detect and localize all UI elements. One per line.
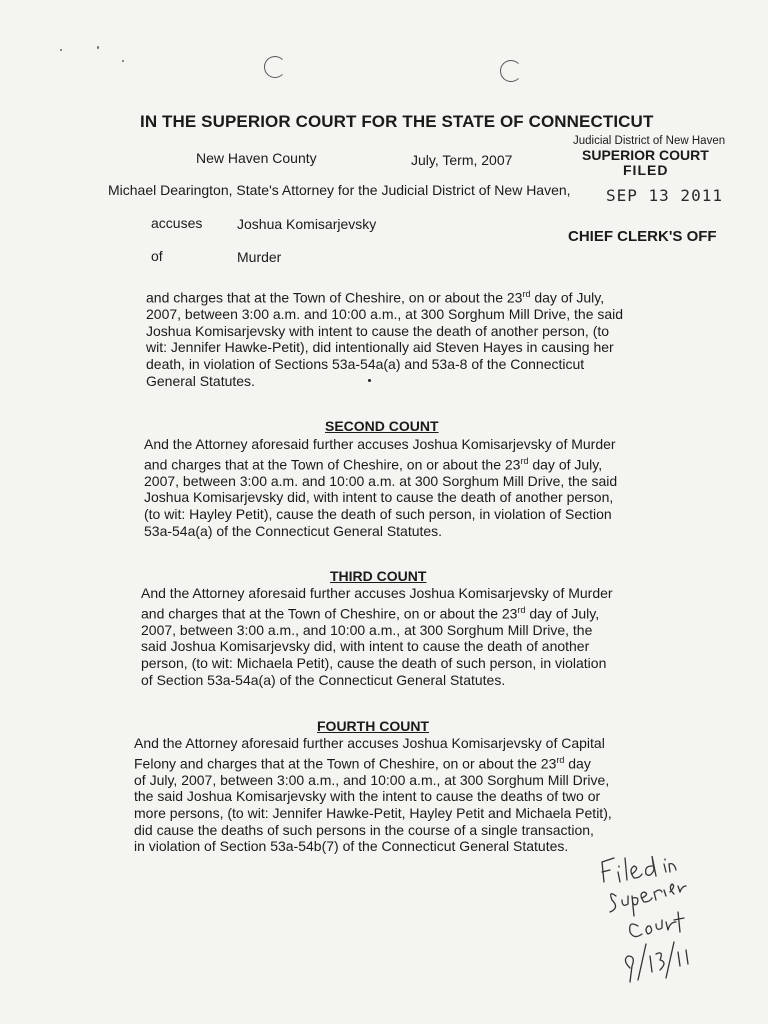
county: New Haven County <box>196 150 317 166</box>
text-line: did cause the deaths of such persons in the course of a single transaction, <box>134 821 594 838</box>
offense: Murder <box>237 249 282 265</box>
accuses-label: accuses <box>151 215 203 231</box>
second-count-heading: SECOND COUNT <box>325 418 439 434</box>
scan-speck <box>97 46 99 49</box>
text-line: the said Joshua Komisarjevsky with the intent to cause the deaths of two or <box>134 788 601 805</box>
text-line: of July, 2007, between 3:00 a.m., and 10:00 a.m., at 300 Sorghum Mill Drive, <box>134 771 610 788</box>
text-line: more persons, (to wit: Jennifer Hawke-Petit, Hayley Petit and Michaela Petit), <box>134 805 612 822</box>
text-line: death, in violation of Sections 53a-54a(a) and 53a-8 of the Connecticut <box>146 356 585 373</box>
third-count-heading: THIRD COUNT <box>330 568 427 584</box>
text-line: 2007, between 3:00 a.m. and 10:00 a.m., at 300 Sorghum Mill Drive, the said <box>146 306 624 323</box>
hole-punch-left <box>264 56 286 78</box>
stamp-date: SEP 13 2011 <box>606 186 723 205</box>
stamp-clerk: CHIEF CLERK'S OFF <box>568 228 717 245</box>
scan-speck <box>122 60 124 62</box>
text-line: 53a-54a(a) of the Connecticut General Statutes. <box>144 522 443 539</box>
third-count-text <box>141 585 613 688</box>
text-line: wit: Jennifer Hawke-Petit), did intentionally aid Steven Hayes in causing her <box>146 339 614 356</box>
text-line: in violation of Section 53a-54b(7) of the Connecticut General Statutes. <box>134 838 569 855</box>
attorney-line: Michael Dearington, State's Attorney for the Judicial District of New Haven, <box>108 182 571 198</box>
text-line: and charges that at the Town of Cheshire, on or about the 23rd day of July, <box>146 289 605 306</box>
text-line: said Joshua Komisarjevsky did, with intent to cause the death of another <box>141 638 590 655</box>
fourth-count-heading: FOURTH COUNT <box>317 718 429 734</box>
text-line: and charges that at the Town of Cheshire, on or about the 23rd day of July, <box>141 604 600 622</box>
hole-punch-right <box>500 60 522 82</box>
text-line: Joshua Komisarjevsky did, with intent to cause the death of another person, <box>144 489 614 506</box>
text-line: 2007, between 3:00 a.m. and 10:00 a.m. at 300 Sorghum Mill Drive, the said <box>144 472 618 489</box>
text-line: General Statutes. <box>146 372 255 389</box>
stamp-court: SUPERIOR COURT <box>582 147 709 163</box>
second-count-text <box>144 436 617 539</box>
of-label: of <box>151 248 163 264</box>
court-title: IN THE SUPERIOR COURT FOR THE STATE OF CONNECTICUT <box>140 112 654 131</box>
text-line: Joshua Komisarjevsky with intent to cause the death of another person, (to <box>146 322 610 339</box>
text-line: And the Attorney aforesaid further accuses Joshua Komisarjevsky of Murder <box>144 436 616 452</box>
text-line: And the Attorney aforesaid further accuses Joshua Komisarjevsky of Capital <box>134 735 605 751</box>
first-count-text <box>146 286 623 389</box>
handwritten-filing-note <box>590 856 700 996</box>
stamp-district: Judicial District of New Haven <box>573 135 726 147</box>
text-line: (to wit: Hayley Petit), cause the death of such person, in violation of Section <box>144 506 612 523</box>
scan-speck <box>60 49 62 51</box>
text-line: person, (to wit: Michaela Petit), cause the death of such person, in violation <box>141 655 607 672</box>
term: July, Term, 2007 <box>411 152 513 168</box>
fourth-count-text <box>134 735 612 855</box>
text-line: Felony and charges that at the Town of Cheshire, on or about the 23rd day <box>134 754 591 772</box>
text-line: of Section 53a-54a(a) of the Connecticut General Statutes. <box>141 671 506 688</box>
text-line: And the Attorney aforesaid further accuses Joshua Komisarjevsky of Murder <box>141 585 613 601</box>
text-line: and charges that at the Town of Cheshire, on or about the 23rd day of July, <box>144 455 603 473</box>
stamp-filed: FILED <box>623 162 669 178</box>
text-line: 2007, between 3:00 a.m., and 10:00 a.m., at 300 Sorghum Mill Drive, the <box>141 621 593 638</box>
defendant-name: Joshua Komisarjevsky <box>237 216 377 232</box>
